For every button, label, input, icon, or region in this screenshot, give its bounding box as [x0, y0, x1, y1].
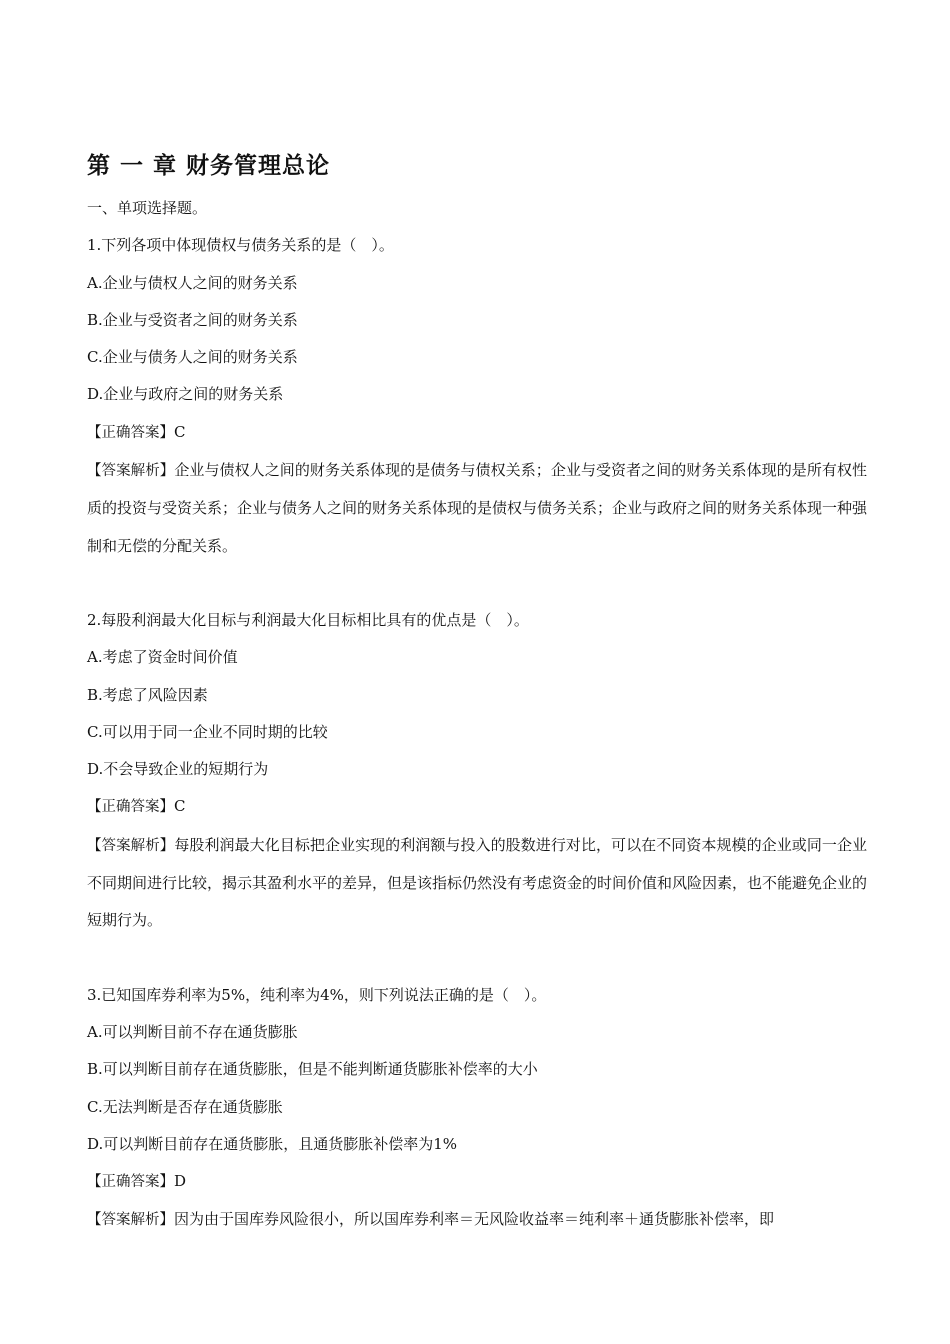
answer-value: C	[174, 797, 186, 816]
answer-analysis	[87, 827, 867, 940]
analysis-text: 因为由于国库券风险很小，所以国库券利率＝无风险收益率＝纯利率＋通货膨胀补偿率，即	[174, 1210, 775, 1229]
answer-label: 【正确答案】	[87, 799, 174, 816]
option-b: B.可以判断目前存在通货膨胀，但是不能判断通货膨胀补偿率的大小	[87, 1060, 538, 1079]
chapter-title: 第 一 章 财务管理总论	[87, 153, 331, 179]
answer-analysis	[87, 1201, 867, 1239]
spacer	[87, 565, 867, 602]
question-stem: 2.每股利润最大化目标与利润最大化目标相比具有的优点是（ ）。	[87, 610, 529, 629]
correct-answer	[87, 1163, 867, 1201]
option-a: A.企业与债权人之间的财务关系	[87, 273, 298, 292]
analysis-text: 每股利润最大化目标把企业实现的利润额与投入的股数进行对比，可以在不同资本规模的企业或同一企业不同期间进行比较，揭示其盈利水平的差异，但是该指标仍然没有考虑资金的时间价值和风险因素，也不能避免企业的短期行为。	[87, 835, 868, 930]
question-1	[87, 227, 867, 565]
section-heading: 一、单项选择题。	[87, 199, 208, 217]
answer-value: D	[174, 1172, 187, 1191]
analysis-label: 【答案解析】	[87, 463, 175, 480]
option-a: A.考虑了资金时间价值	[87, 648, 238, 667]
option-d: D.企业与政府之间的财务关系	[87, 385, 284, 404]
option-c: C.无法判断是否存在通货膨胀	[87, 1097, 283, 1116]
answer-label: 【正确答案】	[87, 1174, 174, 1191]
question-stem: 1.下列各项中体现债权与债务关系的是（ ）。	[87, 236, 394, 255]
option-a: A.可以判断目前不存在通货膨胀	[87, 1022, 298, 1041]
question-stem: 3.已知国库券利率为5%，纯利率为4%，则下列说法正确的是（ ）。	[87, 985, 547, 1004]
answer-label: 【正确答案】	[87, 424, 174, 441]
correct-answer	[87, 788, 867, 826]
spacer	[87, 940, 867, 977]
answer-value: C	[174, 422, 186, 441]
question-2	[87, 602, 867, 940]
option-b: B.企业与受资者之间的财务关系	[87, 310, 298, 329]
option-d: D.可以判断目前存在通货膨胀，且通货膨胀补偿率为1%	[87, 1134, 458, 1153]
analysis-label: 【答案解析】	[87, 837, 175, 854]
option-b: B.考虑了风险因素	[87, 685, 208, 704]
analysis-text: 企业与债权人之间的财务关系体现的是债务与债权关系；企业与受资者之间的财务关系体现的是所有权性质的投资与受资关系；企业与债务人之间的财务关系体现的是债权与债务关系；企业与政府之间的财务关系体现一种强制和无偿的分配关系。	[87, 461, 868, 555]
correct-answer	[87, 414, 867, 452]
analysis-label: 【答案解析】	[87, 1212, 174, 1229]
answer-analysis	[87, 452, 867, 565]
question-3	[87, 977, 867, 1240]
option-c: C.可以用于同一企业不同时期的比较	[87, 722, 328, 741]
option-c: C.企业与债务人之间的财务关系	[87, 348, 298, 367]
option-d: D.不会导致企业的短期行为	[87, 760, 269, 779]
document-page	[87, 148, 867, 1240]
